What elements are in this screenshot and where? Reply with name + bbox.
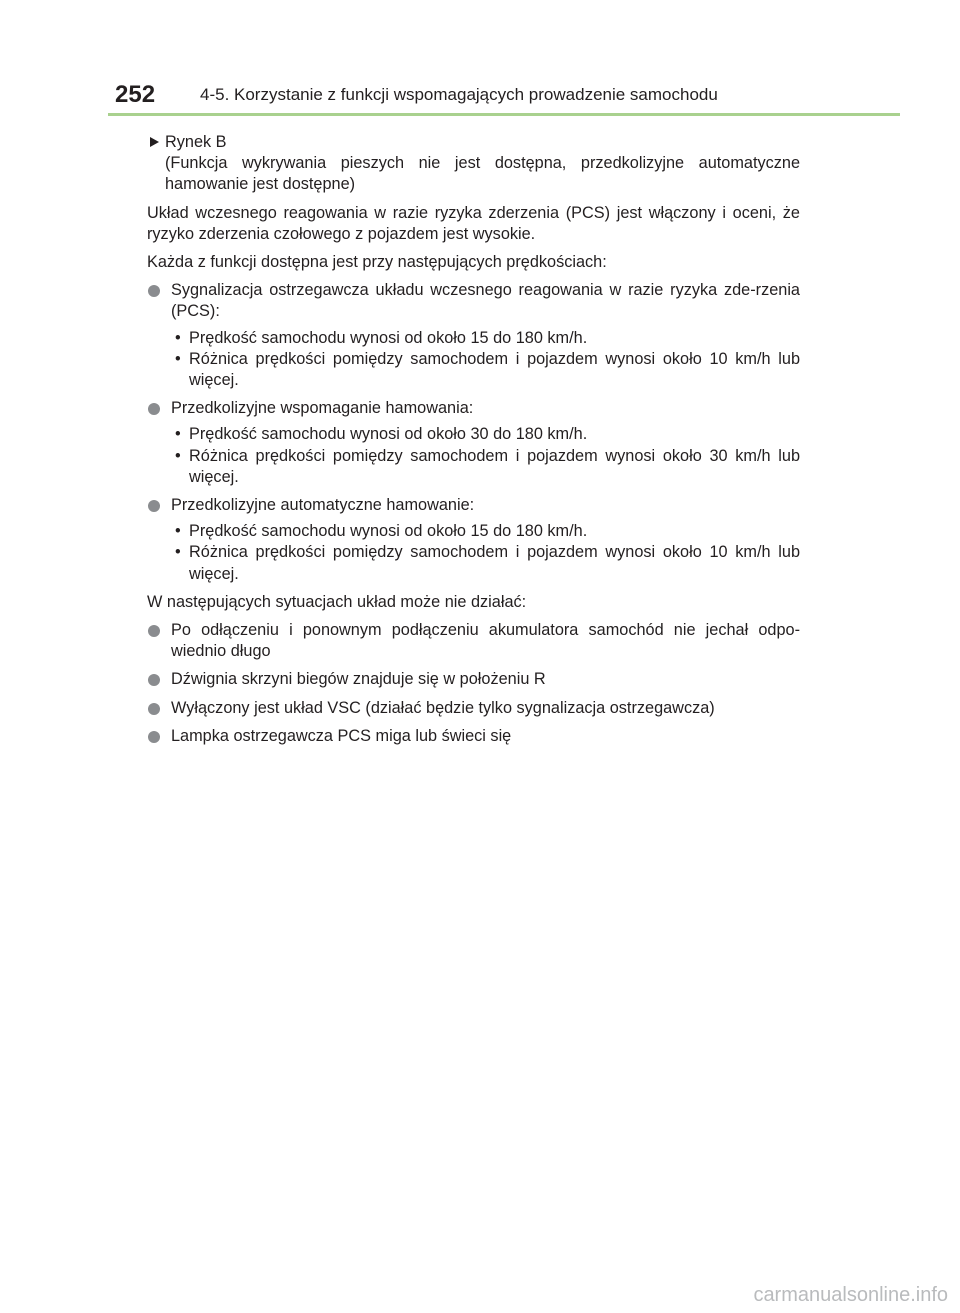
dot-bullet-icon: •	[175, 522, 181, 541]
conditions-intro: W następujących sytuacjach układ może nie działać:	[147, 592, 527, 611]
speed-condition: • Różnica prędkości pomiędzy samochodem i pojazdem wynosi około 10 km/h lub więcej.	[175, 543, 800, 583]
circle-bullet-icon	[148, 285, 160, 297]
function-item	[147, 280, 800, 391]
speed-condition: • Różnica prędkości pomiędzy samochodem i pojazdem wynosi około 10 km/h lub więcej.	[175, 349, 800, 390]
function-label: Przedkolizyjne wspomaganie hamowania:	[171, 399, 474, 418]
speed-condition: • Różnica prędkości pomiędzy samochodem i pojazdem wynosi około 30 km/h lub więcej.	[175, 446, 800, 486]
speed-condition: • Prędkość samochodu wynosi od około 15 do 180 km/h.	[171, 328, 800, 349]
dot-bullet-icon: •	[175, 328, 181, 347]
dot-bullet-icon: •	[175, 425, 181, 444]
page-number: 252	[115, 81, 156, 108]
condition-item: Lampka ostrzegawcza PCS miga lub świeci się	[147, 726, 800, 747]
dot-bullet-icon: •	[175, 446, 181, 465]
circle-bullet-icon	[148, 703, 160, 715]
market-note: (Funkcja wykrywania pieszych nie jest dostępna, przedkolizyjne automatyczne hamowanie jest dostępne)	[165, 154, 800, 194]
condition-item: Dźwignia skrzyni biegów znajduje się w położeniu R	[147, 669, 800, 690]
circle-bullet-icon	[148, 403, 160, 415]
market-title: Rynek B	[165, 133, 227, 151]
circle-bullet-icon	[148, 731, 160, 743]
market-heading	[147, 132, 800, 196]
dot-bullet-icon: •	[175, 349, 181, 368]
page-header	[115, 80, 900, 110]
dot-bullet-icon: •	[175, 543, 181, 562]
function-label: Sygnalizacja ostrzegawcza układu wczesnego reagowania w razie ryzyka zde-rzenia (PCS):	[171, 281, 800, 321]
function-label: Przedkolizyjne automatyczne hamowanie:	[171, 496, 475, 515]
speeds-paragraph: Każda z funkcji dostępna jest przy następujących prędkościach:	[147, 253, 607, 272]
speed-condition: • Prędkość samochodu wynosi od około 15 do 180 km/h.	[171, 521, 800, 542]
triangle-arrow-icon	[150, 137, 159, 147]
function-item	[147, 495, 800, 585]
header-rule	[108, 113, 900, 116]
section-title: 4-5. Korzystanie z funkcji wspomagających prowadzenie samochodu	[200, 85, 718, 104]
page-content	[147, 132, 800, 747]
function-item	[147, 398, 800, 488]
speed-condition: • Prędkość samochodu wynosi od około 30 do 180 km/h.	[171, 424, 800, 445]
condition-item: Po odłączeniu i ponownym podłączeniu akumulatora samochód nie jechał odpo-wiednio długo	[147, 620, 800, 662]
circle-bullet-icon	[148, 625, 160, 637]
circle-bullet-icon	[148, 500, 160, 512]
condition-item: Wyłączony jest układ VSC (działać będzie tylko sygnalizacja ostrzegawcza)	[147, 698, 800, 719]
circle-bullet-icon	[148, 674, 160, 686]
intro-paragraph: Układ wczesnego reagowania w razie ryzyka zderzenia (PCS) jest włączony i oceni, że ryzyko zderzenia czołowego z pojazdem jest wysokie.	[147, 203, 800, 243]
watermark: carmanualsonline.info	[753, 1284, 948, 1306]
